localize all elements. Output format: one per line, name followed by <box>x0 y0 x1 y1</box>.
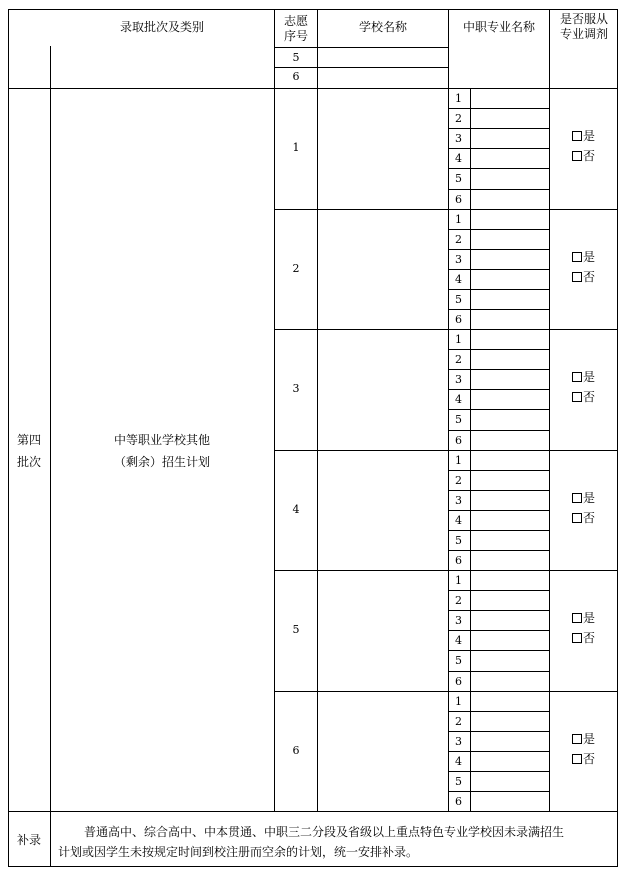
grid-line-horizontal <box>274 67 449 68</box>
grid-line-horizontal <box>274 47 449 48</box>
checkbox-icon[interactable] <box>572 392 582 402</box>
checkbox-label: 是 <box>583 249 596 264</box>
major-slot-number: 3 <box>455 373 462 387</box>
major-slot-number: 6 <box>455 674 462 688</box>
major-slot-number: 5 <box>455 654 462 668</box>
major-slot-number: 4 <box>455 754 462 768</box>
major-slot-number: 6 <box>455 795 462 808</box>
choice-order: 1 <box>292 141 300 155</box>
header-order-line2: 序号 <box>283 29 308 43</box>
choice-order: 3 <box>292 382 300 396</box>
grid-line-horizontal <box>8 88 618 89</box>
obey-no-checkbox[interactable] <box>572 390 595 404</box>
major-slot-number: 2 <box>455 353 462 367</box>
grid-line-horizontal <box>448 389 550 390</box>
major-slot-number: 5 <box>455 533 462 547</box>
grid-line-vertical <box>50 88 51 811</box>
checkbox-icon[interactable] <box>572 131 582 141</box>
obey-no-checkbox[interactable] <box>572 149 595 163</box>
checkbox-icon[interactable] <box>572 633 582 643</box>
checkbox-label: 否 <box>583 149 596 164</box>
major-slot-number: 5 <box>455 413 462 427</box>
major-slot-number: 5 <box>455 292 462 306</box>
major-slot-number: 6 <box>455 313 462 326</box>
major-slot-number: 3 <box>455 614 462 628</box>
checkbox-icon[interactable] <box>572 252 582 262</box>
choice-order: 4 <box>292 502 300 516</box>
obey-yes-checkbox[interactable] <box>572 370 595 384</box>
major-slot-number: 5 <box>455 774 462 788</box>
major-slot-number: 1 <box>455 453 462 467</box>
grid-line-horizontal <box>448 309 550 310</box>
major-slot-number: 1 <box>455 212 462 226</box>
major-slot-number: 3 <box>455 734 462 748</box>
obey-no-checkbox[interactable] <box>572 752 595 766</box>
obey-yes-checkbox[interactable] <box>572 129 595 143</box>
major-slot-number: 3 <box>455 252 462 266</box>
checkbox-icon[interactable] <box>572 372 582 382</box>
header-obey-line2: 专业调剂 <box>559 27 608 41</box>
grid-line-horizontal <box>274 570 618 571</box>
header-order-line1: 志愿 <box>283 14 308 28</box>
grid-line-vertical <box>50 46 51 88</box>
grid-line-horizontal <box>448 550 550 551</box>
checkbox-icon[interactable] <box>572 754 582 764</box>
checkbox-icon[interactable] <box>572 513 582 523</box>
major-slot-number: 6 <box>455 554 462 567</box>
major-slot-number: 2 <box>455 232 462 246</box>
grid-line-horizontal <box>448 751 550 752</box>
major-slot-number: 5 <box>455 172 462 186</box>
batch-name <box>8 433 50 469</box>
checkbox-label: 是 <box>583 490 596 505</box>
grid-line-horizontal <box>8 9 618 10</box>
batch-name-line2: 批次 <box>16 455 41 469</box>
grid-line-horizontal <box>448 409 550 410</box>
supplement-text <box>58 822 616 862</box>
supplement-line2: 计划或因学生未按规定时间到校注册而空余的计划，统一安排补录。 <box>58 845 419 859</box>
grid-line-horizontal <box>448 470 550 471</box>
major-slot-number: 6 <box>455 192 462 206</box>
checkbox-label: 否 <box>583 390 596 405</box>
major-slot-number: 4 <box>455 272 462 286</box>
batch-category-line2: （剩余）招生计划 <box>113 455 210 469</box>
grid-line-horizontal <box>448 349 550 350</box>
grid-line-horizontal <box>448 791 550 792</box>
major-slot-number: 2 <box>455 473 462 487</box>
major-slot-number: 4 <box>455 393 462 407</box>
major-slot-number: 2 <box>455 112 462 126</box>
grid-line-horizontal <box>448 249 550 250</box>
checkbox-icon[interactable] <box>572 272 582 282</box>
grid-line-horizontal <box>448 490 550 491</box>
checkbox-label: 否 <box>583 269 596 284</box>
grid-line-horizontal <box>448 610 550 611</box>
checkbox-label: 否 <box>583 751 596 766</box>
grid-line-horizontal <box>448 711 550 712</box>
major-slot-number: 1 <box>455 574 462 587</box>
grid-line-horizontal <box>274 450 618 451</box>
grid-line-vertical <box>8 9 9 866</box>
checkbox-icon[interactable] <box>572 493 582 503</box>
choice-order: 5 <box>292 623 300 637</box>
header-major: 中职专业名称 <box>462 20 535 34</box>
grid-line-horizontal <box>274 691 618 692</box>
major-slot-number: 2 <box>455 594 462 608</box>
checkbox-label: 是 <box>583 611 596 626</box>
major-slot-number: 1 <box>455 694 462 708</box>
grid-line-horizontal <box>448 650 550 651</box>
obey-yes-checkbox[interactable] <box>572 611 595 625</box>
major-slot-number: 3 <box>455 493 462 507</box>
major-slot-number: 4 <box>455 513 462 527</box>
grid-line-horizontal <box>448 189 550 190</box>
header-obey-line1: 是否服从 <box>559 12 608 26</box>
choice-order: 2 <box>292 261 300 275</box>
major-slot-number: 1 <box>455 92 462 105</box>
grid-line-horizontal <box>448 731 550 732</box>
choice-order: 6 <box>292 743 300 757</box>
major-slot-number: 4 <box>455 152 462 166</box>
checkbox-label: 否 <box>583 631 596 646</box>
grid-line-horizontal <box>448 168 550 169</box>
grid-line-horizontal <box>448 108 550 109</box>
batch-name-line1: 第四 <box>16 433 41 447</box>
checkbox-label: 是 <box>583 370 596 385</box>
checkbox-label: 是 <box>583 731 596 746</box>
grid-line-horizontal <box>448 771 550 772</box>
major-slot-number: 4 <box>455 634 462 648</box>
checkbox-icon[interactable] <box>572 613 582 623</box>
grid-line-horizontal <box>448 229 550 230</box>
grid-line-horizontal <box>448 630 550 631</box>
grid-line-horizontal <box>448 530 550 531</box>
obey-no-checkbox[interactable] <box>572 631 595 645</box>
grid-line-vertical <box>50 811 51 866</box>
header-school: 学校名称 <box>358 20 407 34</box>
header-obey <box>550 12 618 42</box>
major-slot-number: 3 <box>455 132 462 146</box>
header-category: 录取批次及类别 <box>119 20 204 34</box>
supplement-label: 补录 <box>16 833 41 847</box>
obey-no-checkbox[interactable] <box>572 270 595 284</box>
obey-yes-checkbox[interactable] <box>572 250 595 264</box>
grid-line-horizontal <box>448 430 550 431</box>
checkbox-icon[interactable] <box>572 734 582 744</box>
checkbox-label: 是 <box>583 129 596 144</box>
batch-category-line1: 中等职业学校其他 <box>113 433 210 447</box>
checkbox-icon[interactable] <box>572 151 582 161</box>
grid-line-horizontal <box>448 289 550 290</box>
top-row-5-order: 5 <box>292 51 300 64</box>
supplement-line1: 普通高中、综合高中、中本贯通、中职三二分段及省级以上重点特色专业学校因未录满招生 <box>84 825 565 839</box>
grid-line-horizontal <box>448 148 550 149</box>
grid-line-horizontal <box>274 329 618 330</box>
grid-line-horizontal <box>448 671 550 672</box>
grid-line-horizontal <box>448 128 550 129</box>
grid-line-horizontal <box>448 510 550 511</box>
grid-line-horizontal <box>274 209 618 210</box>
grid-line-horizontal <box>448 590 550 591</box>
grid-line-horizontal <box>448 369 550 370</box>
major-slot-number: 2 <box>455 714 462 728</box>
obey-yes-checkbox[interactable] <box>572 732 595 746</box>
grid-line-horizontal <box>8 866 618 867</box>
top-row-6-order: 6 <box>292 70 300 83</box>
grid-line-horizontal <box>448 269 550 270</box>
batch-category <box>50 433 274 469</box>
header-order <box>275 14 317 44</box>
obey-no-checkbox[interactable] <box>572 511 595 525</box>
grid-line-horizontal <box>8 811 618 812</box>
obey-yes-checkbox[interactable] <box>572 491 595 505</box>
major-slot-number: 1 <box>455 333 462 346</box>
grid-line-vertical <box>617 9 618 867</box>
major-slot-number: 6 <box>455 433 462 447</box>
checkbox-label: 否 <box>583 510 596 525</box>
